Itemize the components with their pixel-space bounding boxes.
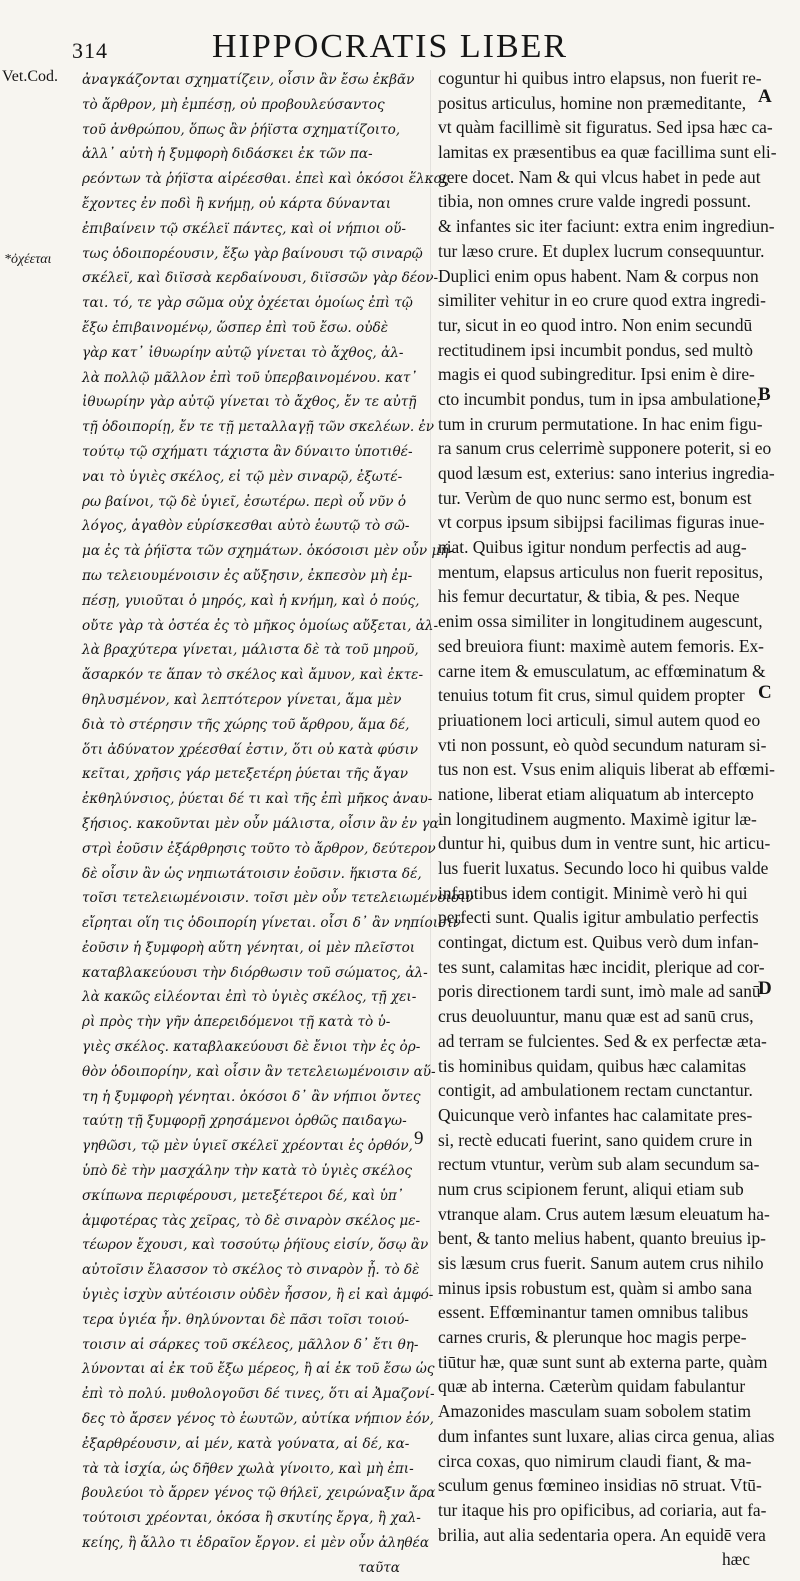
greek-text-line: τοῖσι τετελειωμένοισιν. τοῖσι μὲν οὖν τετελειωμένοισιν (82, 890, 474, 907)
column-gutter (430, 70, 431, 1300)
greek-text-line: θηλυσμένον, καὶ λεπτότερον γίνεται, ἅμα μὲν (82, 691, 402, 708)
latin-text-line: tis hominibus quidam, quibus hæc calamitas (438, 1055, 747, 1076)
greek-text-line: τούτῳ τῷ σχήματι τάχιστα ἂν δύναιτο ὑποτιθέ- (82, 443, 413, 460)
page-header (0, 28, 800, 68)
latin-text-line: bent, & tanto melius habent, quanto breuius ip- (438, 1228, 766, 1249)
latin-text-column (438, 66, 777, 1572)
latin-text-line: tur. Verùm de quo nunc sermo est, bonum est (438, 487, 752, 508)
latin-text-line: & infantes sic iter faciunt: extra enim ingrediun- (438, 216, 775, 237)
latin-text-line: similiter vehitur in eo crure quod extra ingredi- (438, 290, 766, 311)
latin-text-line: si, rectè educati fuerint, sano quidem crure in (438, 1129, 753, 1150)
running-title: HIPPOCRATIS LIBER (212, 28, 569, 65)
greek-text-line: ἐξαρθρέουσιν, αἱ μέν, κατὰ γούνατα, αἱ δέ, κα- (82, 1435, 410, 1452)
latin-text-line: tibia, non omnes crure valde ingredi possunt. (438, 191, 751, 212)
latin-text-line: brilia, aut alia sedentaria opera. An equidē vera (438, 1524, 766, 1545)
latin-text-line: natione, liberat etiam aliquatum ab intercepto (438, 783, 754, 804)
latin-text-line: rectum vtuntur, verùm sub alam secundum sa- (438, 1154, 760, 1175)
greek-text-line: γὰρ κατ᾽ ἰθυωρίην αὐτῷ γίνεται τὸ ἄχθος, ἀλ- (82, 344, 404, 361)
catchword: ταῦτα (358, 1559, 400, 1576)
latin-text-line: rectitudinem ipsi incumbit pondus, sed multò (438, 339, 753, 360)
latin-text-line: essent. Effœminantur tamen omnibus talibus (438, 1302, 749, 1323)
latin-text-line: carnes cruris, & plerunque hoc magis perpe- (438, 1327, 747, 1348)
latin-text-line: num crus scipionem ferunt, aliqui etiam sub (438, 1178, 744, 1199)
section-letter-a: A (758, 86, 772, 107)
greek-text-line: ναι τὸ ὑγιὲς σκέλος, εἰ τῷ μὲν σιναρῷ, ἐξωτέ- (82, 468, 403, 485)
greek-text-line: τως ὁδοιπορέουσιν, ἔξω γὰρ βαίνουσι τῷ σιναρῷ (82, 245, 423, 262)
latin-text-line: tus non est. Vsus enim aliquis liberat ab effœmi- (438, 759, 775, 780)
greek-text-line: σκέλεϊ, καὶ διϊσσὰ κερδαίνουσι, διϊσσῶν γὰρ δέον- (82, 270, 439, 287)
latin-text-line: vt corpus ipsum sibijpsi facilimas figuras inue- (438, 512, 765, 533)
section-letter-c: C (758, 682, 772, 703)
greek-text-line: ὅτι ἀδύνατον χρέεσθαί ἐστιν, ὅτι οὐ κατὰ φύσιν (82, 741, 419, 758)
latin-text-line: poris directionem tardi sunt, imò male ad sanū (438, 981, 761, 1002)
latin-text-line: gere docet. Nam & qui vlcus habet in pede aut (438, 166, 761, 187)
latin-text-line: quæ ab interna. Cæterùm quidam fabulantur (438, 1376, 746, 1397)
latin-text-line: Duplici enim opus habent. Nam & corpus non (438, 265, 759, 286)
greek-text-line: δες τὸ ἄρσεν γένος τὸ ἑωυτῶν, αὐτίκα νήπιον ἐόν, (82, 1411, 434, 1428)
latin-text-line: minus ipsis robustum est, quàm si ambo sana (438, 1277, 752, 1298)
greek-text-line: τερα ὑγιέα ἦν. θηλύνονται δὲ πᾶσι τοῖσι τοιού- (82, 1311, 410, 1328)
greek-text-line: τη ἡ ξυμφορὴ γένηται. ὁκόσοι δ᾽ ἂν νήπιοι ὄντες (82, 1088, 421, 1105)
greek-text-line: τούτοισι χρέονται, ὁκόσα ἢ σκυτίης ἔργα, ἢ χαλ- (82, 1510, 421, 1527)
greek-text-line: λὰ πολλῷ μᾶλλον ἐπὶ τοῦ ὑπερβαινομένου. κατ᾽ (82, 369, 418, 386)
latin-text-line: his femur decurtatur, & tibia, & pes. Neque (438, 586, 740, 607)
latin-text-line: mentum, elapsus articulus non fuerit repositus, (438, 561, 764, 582)
greek-text-line: βουλεύοι τὸ ἄρρεν γένος τῷ θήλεϊ, χειρώναξιν ἄρα (82, 1485, 436, 1502)
greek-text-line: καταβλακεύουσι τὴν διόρθωσιν τοῦ σώματος, ἀλ- (82, 964, 428, 981)
footnote-marker: 9 (414, 1128, 424, 1149)
greek-text-line: τῇ ὁδοιπορίῃ, ἔν τε τῇ μεταλλαγῇ τῶν σκελέων. ἐν (82, 419, 435, 436)
latin-text-line: tum in crurum permutatione. In hac enim figu- (438, 413, 763, 434)
greek-text-line: ἔχοντες ἐν ποδὶ ἢ κνήμῃ, οὐ κάρτα δύνανται (82, 195, 392, 212)
latin-text-line: vtranque alam. Crus autem læsum eleuatum ha- (438, 1203, 770, 1224)
greek-text-line: κείης, ἢ ἄλλο τι ἑδραῖον ἔργον. εἰ μὲν οὖν ἀληθέα (82, 1535, 430, 1552)
latin-text-line: niat. Quibus igitur nondum perfectis ad aug- (438, 537, 747, 558)
greek-text-line: γηθῶσι, τῷ μὲν ὑγιεῖ σκέλεϊ χρέονται ἐς ὀρθόν, (82, 1138, 413, 1155)
greek-text-line: ρεόντων τὰ ῥήϊστα αἱρέεσθαι. ἐπεὶ καὶ ὁκόσοι ἕλκος (82, 171, 450, 188)
latin-text-line: perfecti sunt. Qualis igitur ambulatio perfectis (438, 907, 759, 928)
latin-text-line: dum infantes sunt luxare, alias circa genua, alias (438, 1425, 775, 1446)
latin-text-line: tiūtur hæ, quæ sunt sunt ab externa parte, quàm (438, 1351, 768, 1372)
latin-text-line: in longitudinem augmento. Maximè igitur læ- (438, 808, 757, 829)
latin-text-line: crus deuoluuntur, manu quæ est ad sanū crus, (438, 1006, 754, 1027)
greek-text-line: τοῦ ἀνθρώπου, ὅπως ἂν ῥήϊστα σχηματίζοιτο, (82, 121, 401, 138)
greek-text-line: ξήσιος. κακοῦνται μὲν οὖν μάλιστα, οἷσιν ἂν ἐν γα- (82, 815, 444, 832)
greek-text-line: δὲ οἷσιν ἂν ὡς νηπιωτάτοισιν ἐοῦσιν. ἥκιστα δέ, (82, 865, 422, 882)
margin-note-vet-cod: Vet.Cod. (2, 68, 58, 85)
greek-text-line: ἀμφοτέρας τὰς χεῖρας, τὸ δὲ σιναρὸν σκέλος με- (82, 1212, 421, 1229)
greek-text-line: ἐπιβαίνειν τῷ σκέλεϊ πάντες, καὶ οἱ νήπιοι οὕ- (82, 220, 406, 237)
greek-text-line: ἐκθηλύνσιος, ῥύεται δέ τι καὶ τῆς ἐπὶ μῆκος ἀναυ- (82, 791, 433, 808)
latin-text-line: sculum genus fœmineo insidias nō struat. Vtū- (438, 1475, 762, 1496)
latin-text-line: lus fuerit luxatus. Secundo loco hi quibus valde (438, 858, 769, 878)
greek-text-line: τὰ τὰ ἰσχία, ὡς δῆθεν χωλὰ γίνοιτο, καὶ μὴ ἐπι- (82, 1460, 414, 1477)
latin-text-line: quod læsum est, exterius: sano interius ingredia- (438, 463, 775, 483)
greek-text-line: τὸ ἄρθρον, μὴ ἐμπέσῃ, οὐ προβουλεύσαντος (82, 96, 385, 113)
greek-text-line: ρω βαίνοι, τῷ δὲ ὑγιεῖ, ἐσωτέρω. περὶ οὗ νῦν ὁ (82, 493, 407, 510)
greek-text-line: ἔξω ἐπιβαινομένῳ, ὥσπερ ἐπὶ τοῦ ἔσω. οὐδὲ (82, 319, 388, 336)
latin-text-line: Quicunque verò infantes hac calamitate pres- (438, 1104, 753, 1125)
greek-text-line: πω τελειουμένοισιν ἐς αὔξησιν, ἐκπεσὸν μὴ ἐμ- (82, 567, 413, 584)
latin-text-line: tes sunt, calamitas hæc incidit, plerique ad cor- (438, 956, 765, 977)
greek-text-line: οὔτε γὰρ τὰ ὀστέα ἐς τὸ μῆκος ὁμοίως αὔξεται, ἀλ- (82, 617, 439, 634)
greek-text-line: πέσῃ, γυιοῦται ὁ μηρός, καὶ ἡ κνήμη, καὶ ὁ πούς, (82, 592, 420, 609)
latin-text-line: circa coxas, quo nimirum claudi fiant, & ma- (438, 1450, 752, 1471)
greek-text-line: ὑπὸ δὲ τὴν μασχάλην τὴν κατὰ τὸ ὑγιὲς σκέλος (82, 1163, 413, 1180)
latin-text-line: duntur hi, quibus dum in ventre sunt, hic articu- (438, 833, 771, 854)
section-letter-d: D (758, 978, 772, 999)
latin-text-line: ad terram se fulcientes. Sed & ex perfectæ æta- (438, 1030, 767, 1051)
latin-text-line: sed breuiora fiunt: maximè autem femoris. Ex- (438, 635, 764, 656)
greek-text-line: γιὲς σκέλος. καταβλακεύουσι δὲ ἔνιοι τὴν ἐς ὀρ- (82, 1039, 421, 1056)
latin-text-line: vti non possunt, eò quòd secundum naturam si- (438, 734, 767, 755)
greek-text-line: ταύτῃ τῇ ξυμφορῇ χρησάμενοι ὀρθῶς παιδαγω- (82, 1113, 407, 1130)
latin-text-line: contingat, dictum est. Quibus verò dum infan- (438, 932, 759, 953)
latin-text-line: tur læso crure. Et duplex lucrum consequuntur. (438, 240, 765, 261)
greek-text-line: λόγος, ἀγαθὸν εὑρίσκεσθαι αὐτὸ ἑωυτῷ τὸ σῶ- (82, 518, 410, 535)
latin-text-line: enim ossa similiter in longitudinem augescunt, (438, 611, 763, 632)
catchword: hæc (721, 1549, 750, 1570)
greek-text-column (82, 68, 474, 1581)
latin-text-line: vt quàm facillimè sit figuratus. Sed ipsa hæc ca- (438, 117, 773, 138)
greek-text-line: ἀλλ᾽ αὐτὴ ἡ ξυμφορὴ διδάσκει ἐκ τῶν πα- (82, 146, 373, 163)
greek-text-line: αὐτοῖσιν ἔλασσον τὸ σκέλος τὸ σιναρὸν ᾖ. τὸ δὲ (82, 1262, 420, 1279)
greek-text-line: ται. τό, τε γὰρ σῶμα οὐχ ὀχέεται ὁμοίως ἐπὶ τῷ (82, 295, 413, 312)
latin-text-line: infantibus idem contigit. Minimè verò hi qui (438, 882, 748, 903)
greek-text-line: λὰ κακῶς εἰλέονται ἐπὶ τὸ ὑγιὲς σκέλος, τῇ χει- (82, 989, 417, 1006)
greek-text-line: τοισιν αἱ σάρκες τοῦ σκέλεος, μᾶλλον δ᾽ ἔτι θη- (82, 1336, 419, 1353)
greek-text-line: ἀναγκάζονται σχηματίζειν, οἷσιν ἂν ἔσω ἐκβᾶν (82, 72, 415, 88)
greek-text-line: τέωρον ἔχουσι, καὶ τοσούτῳ ῥήϊους εἰσίν, ὅσῳ ἂν (82, 1237, 429, 1254)
latin-text-line: ra sanum crus celerrimè supponere poterit, si eo (438, 438, 772, 459)
margin-note-variant-reading: *ὀχέεται (4, 252, 52, 267)
latin-text-line: sis læsum crus fuerit. Sanum autem crus nihilo (438, 1253, 764, 1273)
latin-text-line: positus articulus, homine non præmeditante, (438, 92, 747, 113)
greek-text-line: στρὶ ἐοῦσιν ἐξάρθρησις τοῦτο τὸ ἄρθρον, δεύτερον (82, 840, 436, 857)
greek-text-line: θὸν ὁδοιπορίην, καὶ οἷσιν ἂν τετελειωμένοισιν αὕ- (82, 1063, 436, 1080)
greek-text-line: κεῖται, χρῆσις γάρ μετεξετέρη ῥύεται τῆς ἄγαν (82, 766, 408, 783)
greek-text-line: ρὶ πρὸς τὴν γῆν ἀπερειδόμενοι τῇ κατὰ τὸ ὑ- (82, 1014, 391, 1031)
latin-text-line: tenuius totum fit crus, simul quidem propter (438, 685, 745, 706)
latin-text-line: lamitas ex præsentibus ea quæ facillima sunt eli- (438, 142, 777, 163)
latin-text-line: coguntur hi quibus intro elapsus, non fuerit re- (438, 68, 762, 88)
page-number: 314 (72, 38, 108, 63)
greek-text-line: λύνονται αἱ ἐκ τοῦ ἔξω μέρεος, ἢ αἱ ἐκ τοῦ ἔσω ὡς (82, 1361, 435, 1378)
latin-text-line: magis ei quod subingreditur. Ipsi enim è dire- (438, 364, 755, 385)
latin-text-line: Amazonides masculam suam sobolem statim (438, 1401, 751, 1422)
latin-text-line: tur itaque his pro opificibus, ad coriaria, aut fa- (438, 1499, 767, 1520)
section-letter-b: B (758, 384, 771, 405)
latin-text-line: priuationem loci articuli, simul autem quod eo (438, 709, 761, 730)
latin-text-line: cto incumbit pondus, tum in ipsa ambulatione, (438, 388, 761, 409)
greek-text-line: λὰ βραχύτερα γίνεται, μάλιστα δὲ τὰ τοῦ μηροῦ, (82, 642, 419, 659)
greek-text-line: ὑγιὲς ἰσχὺν αὐτέοισιν οὐδὲν ἧσσον, ἢ εἰ καὶ ἀμφό- (82, 1287, 434, 1304)
latin-text-line: carne item & emusculatum, ac effœminatum & (438, 660, 766, 681)
greek-text-line: ἰθυωρίην γὰρ αὐτῷ γίνεται τὸ ἄχθος, ἔν τε αὐτῇ (82, 394, 417, 411)
greek-text-line: ἄσαρκόν τε ἅπαν τὸ σκέλος καὶ ἄμυον, καὶ ἐκτε- (82, 667, 424, 684)
greek-text-line: διὰ τὸ στέρησιν τῆς χώρης τοῦ ἄρθρου, ἅμα δέ, (82, 716, 410, 733)
greek-text-line: ἐπὶ τὸ πολύ. μυθολογοῦσι δέ τινες, ὅτι αἱ Ἀμαζονί- (82, 1386, 435, 1403)
latin-text-line: contigit, ad ambulationem rectam cunctantur. (438, 1080, 753, 1101)
greek-text-line: σκίπωνα περιφέρουσι, μετεξέτεροι δέ, καὶ ὑπ᾽ (82, 1187, 404, 1204)
greek-text-line: μα ἐς τὰ ῥήϊστα τῶν σχημάτων. ὁκόσοισι μὲν οὖν μή- (82, 543, 454, 560)
greek-text-line: εἴρηται οἵη τις ὁδοιπορίη γίνεται. οἷσι δ᾽ ἂν νηπίοισιν (82, 915, 461, 932)
latin-text-line: tur, sicut in eo quod intro. Non enim secundū (438, 314, 753, 335)
greek-text-line: ἐοῦσιν ἡ ξυμφορὴ αὕτη γένηται, οἱ μὲν πλεῖστοι (82, 939, 416, 956)
